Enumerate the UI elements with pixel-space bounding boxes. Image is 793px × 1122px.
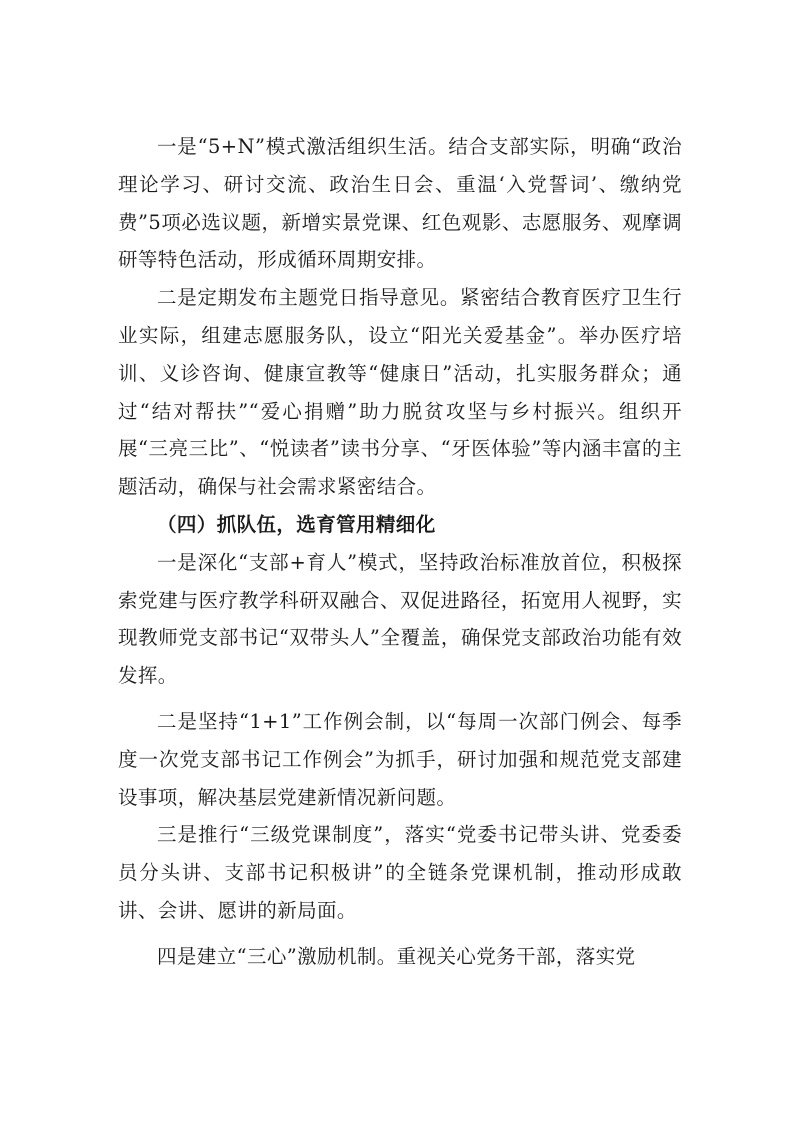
paragraph-work-meeting: 二是坚持“1+1”工作例会制，以“每周一次部门例会、每季度一次党支部书记工作例会”为抓手，研讨加强和规范党支部建设事项，解决基层党建新情况新问题。 (118, 709, 682, 809)
paragraph-branch-education: 一是深化“支部+育人”模式，坚持政治标准放首位，积极探索党建与医疗教学科研双融合、双促进路径，拓宽用人视野，实现教师党支部书记“双带头人”全覆盖，确保党支部政治功能有效发挥。 (118, 550, 682, 688)
section-heading-team: （四）抓队伍，选育管用精细化 (157, 512, 436, 536)
paragraph-5n-model: 一是“5+N”模式激活组织生活。结合支部实际，明确“政治理论学习、研讨交流、政治生日会、重温‘入党誓词’、缴纳党费”5项必选议题，新增实景党课、红色观影、志愿服务、观摩调研等特色活动，形成循环周期安排。 (118, 135, 682, 272)
paragraph-incentive: 四是建立“三心”激励机制。重视关心党务干部，落实党 (157, 944, 636, 968)
document-body (118, 128, 682, 976)
paragraph-party-lecture: 三是推行“三级党课制度”，落实“党委书记带头讲、党委委员分头讲、支部书记积极讲”的全链条党课机制，推动形成敢讲、会讲、愿讲的新局面。 (118, 823, 682, 922)
paragraph-theme-party-day: 二是定期发布主题党日指导意见。紧密结合教育医疗卫生行业实际，组建志愿服务队，设立“阳光关爱基金”。举办医疗培训、义诊咨询、健康宣教等“健康日”活动，扎实服务群众；通过“结对帮扶”“爱心捐赠”助力脱贫攻坚与乡村振兴。组织开展“三亮三比”、“悦读者”读书分享、“牙医体验”等内涵丰富的主题活动，确保与社会需求紧密结合。 (118, 286, 682, 499)
